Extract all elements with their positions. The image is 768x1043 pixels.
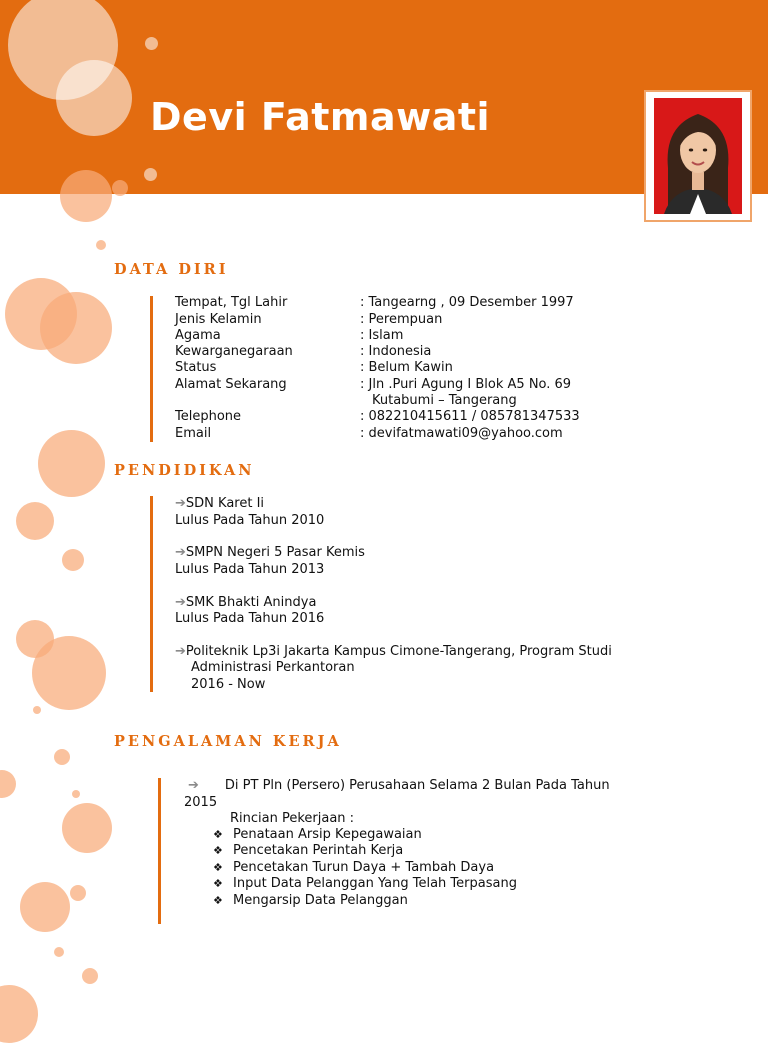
bubble-decoration (144, 168, 157, 181)
info-value: : Perempuan (360, 312, 443, 327)
info-value: : Belum Kawin (360, 360, 453, 375)
job-description: ➔ Di PT Pln (Persero) Perusahaan Selama 2 Bulan Pada Tahun (188, 778, 610, 793)
job-task-item: ❖ Input Data Pelanggan Yang Telah Terpasang (213, 876, 517, 891)
education-detail: Lulus Pada Tahun 2013 (175, 562, 325, 577)
bubble-decoration (40, 292, 112, 364)
bubble-decoration (0, 985, 38, 1043)
arrow-right-icon: ➔ (175, 595, 186, 610)
arrow-right-icon: ➔ (175, 545, 186, 560)
bubble-decoration (96, 240, 106, 250)
info-value: : Islam (360, 328, 404, 343)
education-school: ➔SDN Karet Ii (175, 496, 265, 511)
info-label: Email (175, 426, 212, 441)
education-school: ➔SMPN Negeri 5 Pasar Kemis (175, 545, 365, 560)
person-portrait-icon (654, 98, 742, 214)
profile-photo-frame (644, 90, 752, 222)
section-bar (150, 296, 153, 442)
info-label: Jenis Kelamin (175, 312, 262, 327)
job-task-item: ❖ Pencetakan Turun Daya + Tambah Daya (213, 860, 495, 875)
info-label: Telephone (175, 409, 242, 424)
bubble-decoration (56, 60, 132, 136)
diamond-bullet-icon: ❖ (213, 828, 223, 841)
arrow-right-icon: ➔ (175, 644, 186, 659)
bubble-decoration (60, 170, 112, 222)
bubble-decoration (0, 770, 16, 798)
bubble-decoration (33, 706, 41, 714)
info-value: : devifatmawati09@yahoo.com (360, 426, 563, 441)
bubble-decoration (32, 636, 106, 710)
info-value: : 082210415611 / 085781347533 (360, 409, 580, 424)
diamond-bullet-icon: ❖ (213, 894, 223, 907)
education-detail: 2016 - Now (191, 677, 266, 692)
bubble-decoration (70, 885, 86, 901)
bubble-decoration (62, 549, 84, 571)
section-bar (158, 778, 161, 924)
section-bar (150, 496, 153, 692)
arrow-right-icon: ➔ (188, 778, 199, 793)
education-school: ➔Politeknik Lp3i Jakarta Kampus Cimone-Tangerang, Program Studi (175, 644, 612, 659)
info-label: Status (175, 360, 217, 375)
job-task-item: ❖ Mengarsip Data Pelanggan (213, 893, 408, 908)
job-task-item: ❖ Pencetakan Perintah Kerja (213, 843, 404, 858)
info-label: Alamat Sekarang (175, 377, 287, 392)
education-school-continued: Administrasi Perkantoran (191, 660, 355, 675)
arrow-right-icon: ➔ (175, 496, 186, 511)
bubble-decoration (82, 968, 98, 984)
info-value: : Jln .Puri Agung I Blok A5 No. 69 (360, 377, 572, 392)
job-tasks-heading: Rincian Pekerjaan : (230, 811, 355, 826)
bubble-decoration (112, 180, 128, 196)
info-value: : Tangearng , 09 Desember 1997 (360, 295, 574, 310)
education-detail: Lulus Pada Tahun 2016 (175, 611, 325, 626)
job-task-item: ❖ Penataan Arsip Kepegawaian (213, 827, 422, 842)
diamond-bullet-icon: ❖ (213, 861, 223, 874)
info-value: : Indonesia (360, 344, 432, 359)
profile-photo (654, 98, 742, 214)
info-label: Tempat, Tgl Lahir (175, 295, 288, 310)
section-title-data-diri: DATA DIRI (114, 261, 229, 278)
bubble-decoration (38, 430, 105, 497)
bubble-decoration (16, 502, 54, 540)
bubble-decoration (54, 947, 64, 957)
job-year: 2015 (184, 795, 218, 810)
bubble-decoration (20, 882, 70, 932)
education-school: ➔SMK Bhakti Anindya (175, 595, 317, 610)
bubble-decoration (62, 803, 112, 853)
section-title-pengalaman-kerja: PENGALAMAN KERJA (114, 733, 342, 750)
info-label: Agama (175, 328, 221, 343)
bubble-decoration (145, 37, 158, 50)
info-label: Kewarganegaraan (175, 344, 293, 359)
bubble-decoration (72, 790, 80, 798)
section-title-pendidikan: PENDIDIKAN (114, 462, 255, 479)
diamond-bullet-icon: ❖ (213, 844, 223, 857)
candidate-name: Devi Fatmawati (150, 95, 491, 139)
diamond-bullet-icon: ❖ (213, 877, 223, 890)
bubble-decoration (54, 749, 70, 765)
education-detail: Lulus Pada Tahun 2010 (175, 513, 325, 528)
info-value-continued: Kutabumi – Tangerang (372, 393, 517, 408)
